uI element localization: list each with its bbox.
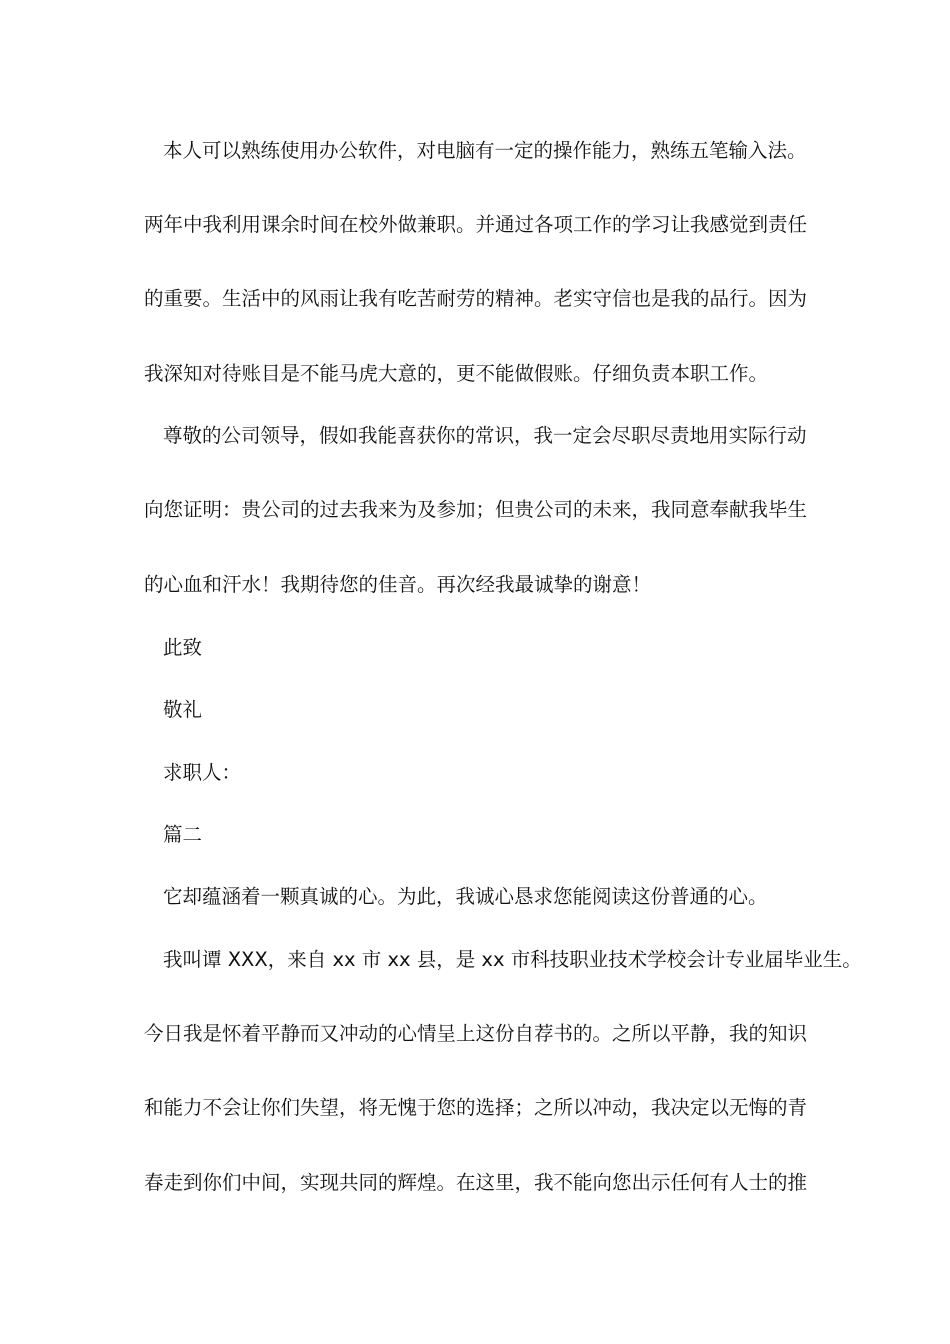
- paragraph-line: 的心血和汗水！我期待您的佳音。再次经我最诚挚的谢意！: [144, 573, 652, 596]
- paragraph-line: 尊敬的公司领导，假如我能喜获你的常识，我一定会尽职尽责地用实际行动: [163, 424, 807, 447]
- closing-line: 此致: [163, 636, 203, 659]
- paragraph-line: 和能力不会让你们失望，将无愧于您的选择；之所以冲动，我决定以无悔的青: [144, 1096, 808, 1119]
- paragraph-line: 向您证明：贵公司的过去我来为及参加；但贵公司的未来，我同意奉献我毕生: [144, 498, 808, 521]
- signature-line: 求职人：: [163, 761, 242, 784]
- paragraph-line: 我叫谭 XXX，来自 xx 市 xx 县，是 xx 市科技职业技术学校会计专业届毕业生。: [163, 948, 862, 971]
- paragraph-line: 春走到你们中间，实现共同的辉煌。在这里，我不能向您出示任何有人士的推: [144, 1171, 808, 1194]
- section-heading: 篇二: [163, 823, 203, 846]
- paragraph-line: 两年中我利用课余时间在校外做兼职。并通过各项工作的学习让我感觉到责任: [144, 213, 808, 236]
- paragraph-line: 它却蕴涵着一颗真诚的心。为此，我诚心恳求您能阅读这份普通的心。: [163, 885, 768, 908]
- paragraph-line: 的重要。生活中的风雨让我有吃苦耐劳的精神。老实守信也是我的品行。因为: [144, 287, 808, 310]
- closing-line: 敬礼: [163, 698, 203, 721]
- paragraph-line: 本人可以熟练使用办公软件，对电脑有一定的操作能力，熟练五笔输入法。: [163, 139, 807, 162]
- paragraph-line: 今日我是怀着平静而又冲动的心情呈上这份自荐书的。之所以平静，我的知识: [144, 1022, 808, 1045]
- paragraph-line: 我深知对待账目是不能马虎大意的，更不能做假账。仔细负责本职工作。: [144, 362, 769, 385]
